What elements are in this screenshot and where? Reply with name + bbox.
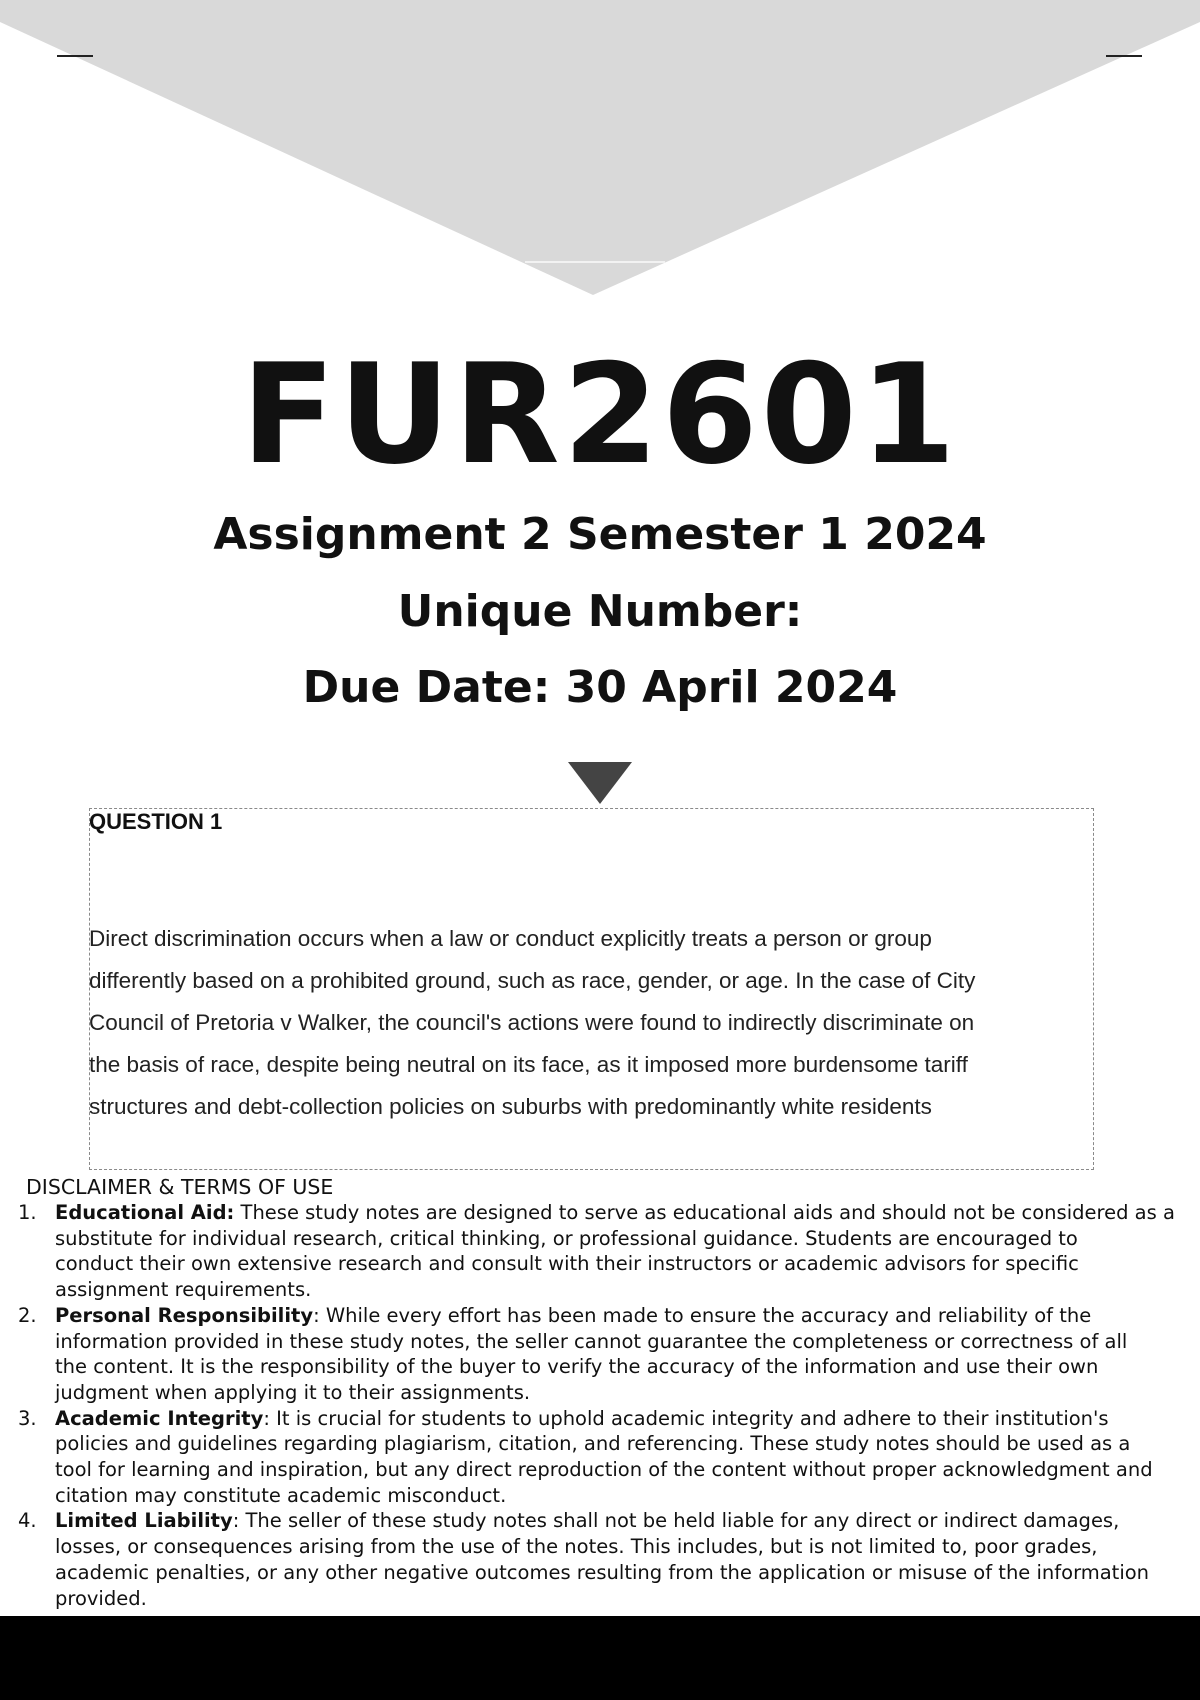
- terms-line: policies and guidelines regarding plagiarism, citation, and referencing. These study notes should be used as a: [55, 1432, 1131, 1456]
- terms-line: [55, 1508, 1192, 1534]
- question-title: QUESTION 1: [89, 809, 223, 834]
- terms-item-heading: Personal Responsibility: [55, 1303, 314, 1327]
- terms-item-educational-aid: [14, 1200, 1192, 1303]
- terms-text: : The seller of these study notes shall not be held liable for any direct or indirect damages,: [232, 1509, 1120, 1533]
- terms-line: tool for learning and inspiration, but any direct reproduction of the content without proper acknowledgment and: [55, 1458, 1153, 1482]
- terms-line: conduct their own extensive research and consult with their instructors or academic advisors for specific: [55, 1252, 1079, 1276]
- terms-item-heading: Educational Aid:: [55, 1201, 235, 1224]
- terms-line: information provided in these study notes, the seller cannot guarantee the completeness or correctness of all: [55, 1329, 1128, 1353]
- terms-line: assignment requirements.: [55, 1278, 312, 1302]
- due-date-label: Due Date: 30 April 2024: [302, 662, 898, 713]
- corner-mark-right: [1106, 55, 1142, 57]
- terms-line: the content. It is the responsibility of the buyer to verify the accuracy of the information and use their own: [55, 1355, 1099, 1379]
- question-body: [89, 918, 1089, 1128]
- terms-item-number: 2.: [18, 1303, 37, 1327]
- terms-line: [55, 1200, 1192, 1226]
- terms-line: provided.: [55, 1586, 147, 1610]
- question-line: structures and debt-collection policies on suburbs with predominantly white residents: [89, 1094, 932, 1119]
- corner-mark-left: [57, 55, 93, 57]
- terms-line: judgment when applying it to their assignments.: [55, 1380, 531, 1404]
- terms-line: [55, 1406, 1192, 1432]
- terms-item-personal-responsibility: [14, 1303, 1192, 1406]
- banner-chevron: [0, 0, 1200, 295]
- question-line: differently based on a prohibited ground, such as race, gender, or age. In the case of City: [89, 968, 976, 993]
- question-line: Council of Pretoria v Walker, the council's actions were found to indirectly discriminate on: [89, 1010, 975, 1035]
- unique-number-label: Unique Number:: [397, 586, 803, 637]
- question-line: the basis of race, despite being neutral on its face, as it imposed more burdensome tariff: [89, 1052, 968, 1077]
- terms-text: : It is crucial for students to uphold academic integrity and adhere to their institution's: [263, 1406, 1109, 1430]
- terms-item-number: 3.: [18, 1406, 37, 1430]
- terms-line: losses, or consequences arising from the use of the notes. This includes, but is not limited to, poor grades,: [55, 1535, 1098, 1559]
- arrow-down-icon: [568, 762, 632, 804]
- terms-line: citation may constitute academic misconduct.: [55, 1483, 507, 1507]
- disclaimer-title: DISCLAIMER & TERMS OF USE: [26, 1175, 334, 1199]
- terms-item-heading: Limited Liability: [55, 1509, 233, 1533]
- terms-item-number: 4.: [18, 1509, 37, 1533]
- terms-item-limited-liability: [14, 1508, 1192, 1611]
- bottom-bar: [0, 1616, 1200, 1700]
- terms-text: These study notes are designed to serve as educational aids and should not be considered as a: [234, 1201, 1175, 1224]
- terms-item-number: 1.: [18, 1201, 37, 1224]
- question-line: Direct discrimination occurs when a law or conduct explicitly treats a person or group: [89, 926, 932, 951]
- header-banner: [0, 0, 1200, 300]
- terms-line: academic penalties, or any other negative outcomes resulting from the application or misuse of the information: [55, 1560, 1150, 1584]
- terms-line: substitute for individual research, critical thinking, or professional guidance. Students are encouraged to: [55, 1226, 1078, 1250]
- assignment-subtitle: Assignment 2 Semester 1 2024: [213, 509, 987, 560]
- terms-item-heading: Academic Integrity: [55, 1406, 264, 1430]
- terms-text: : While every effort has been made to ensure the accuracy and reliability of the: [313, 1303, 1092, 1327]
- terms-item-academic-integrity: [14, 1406, 1192, 1509]
- terms-line: [55, 1303, 1192, 1329]
- terms-list: [14, 1200, 1192, 1611]
- course-code-title: FUR2601: [241, 334, 959, 495]
